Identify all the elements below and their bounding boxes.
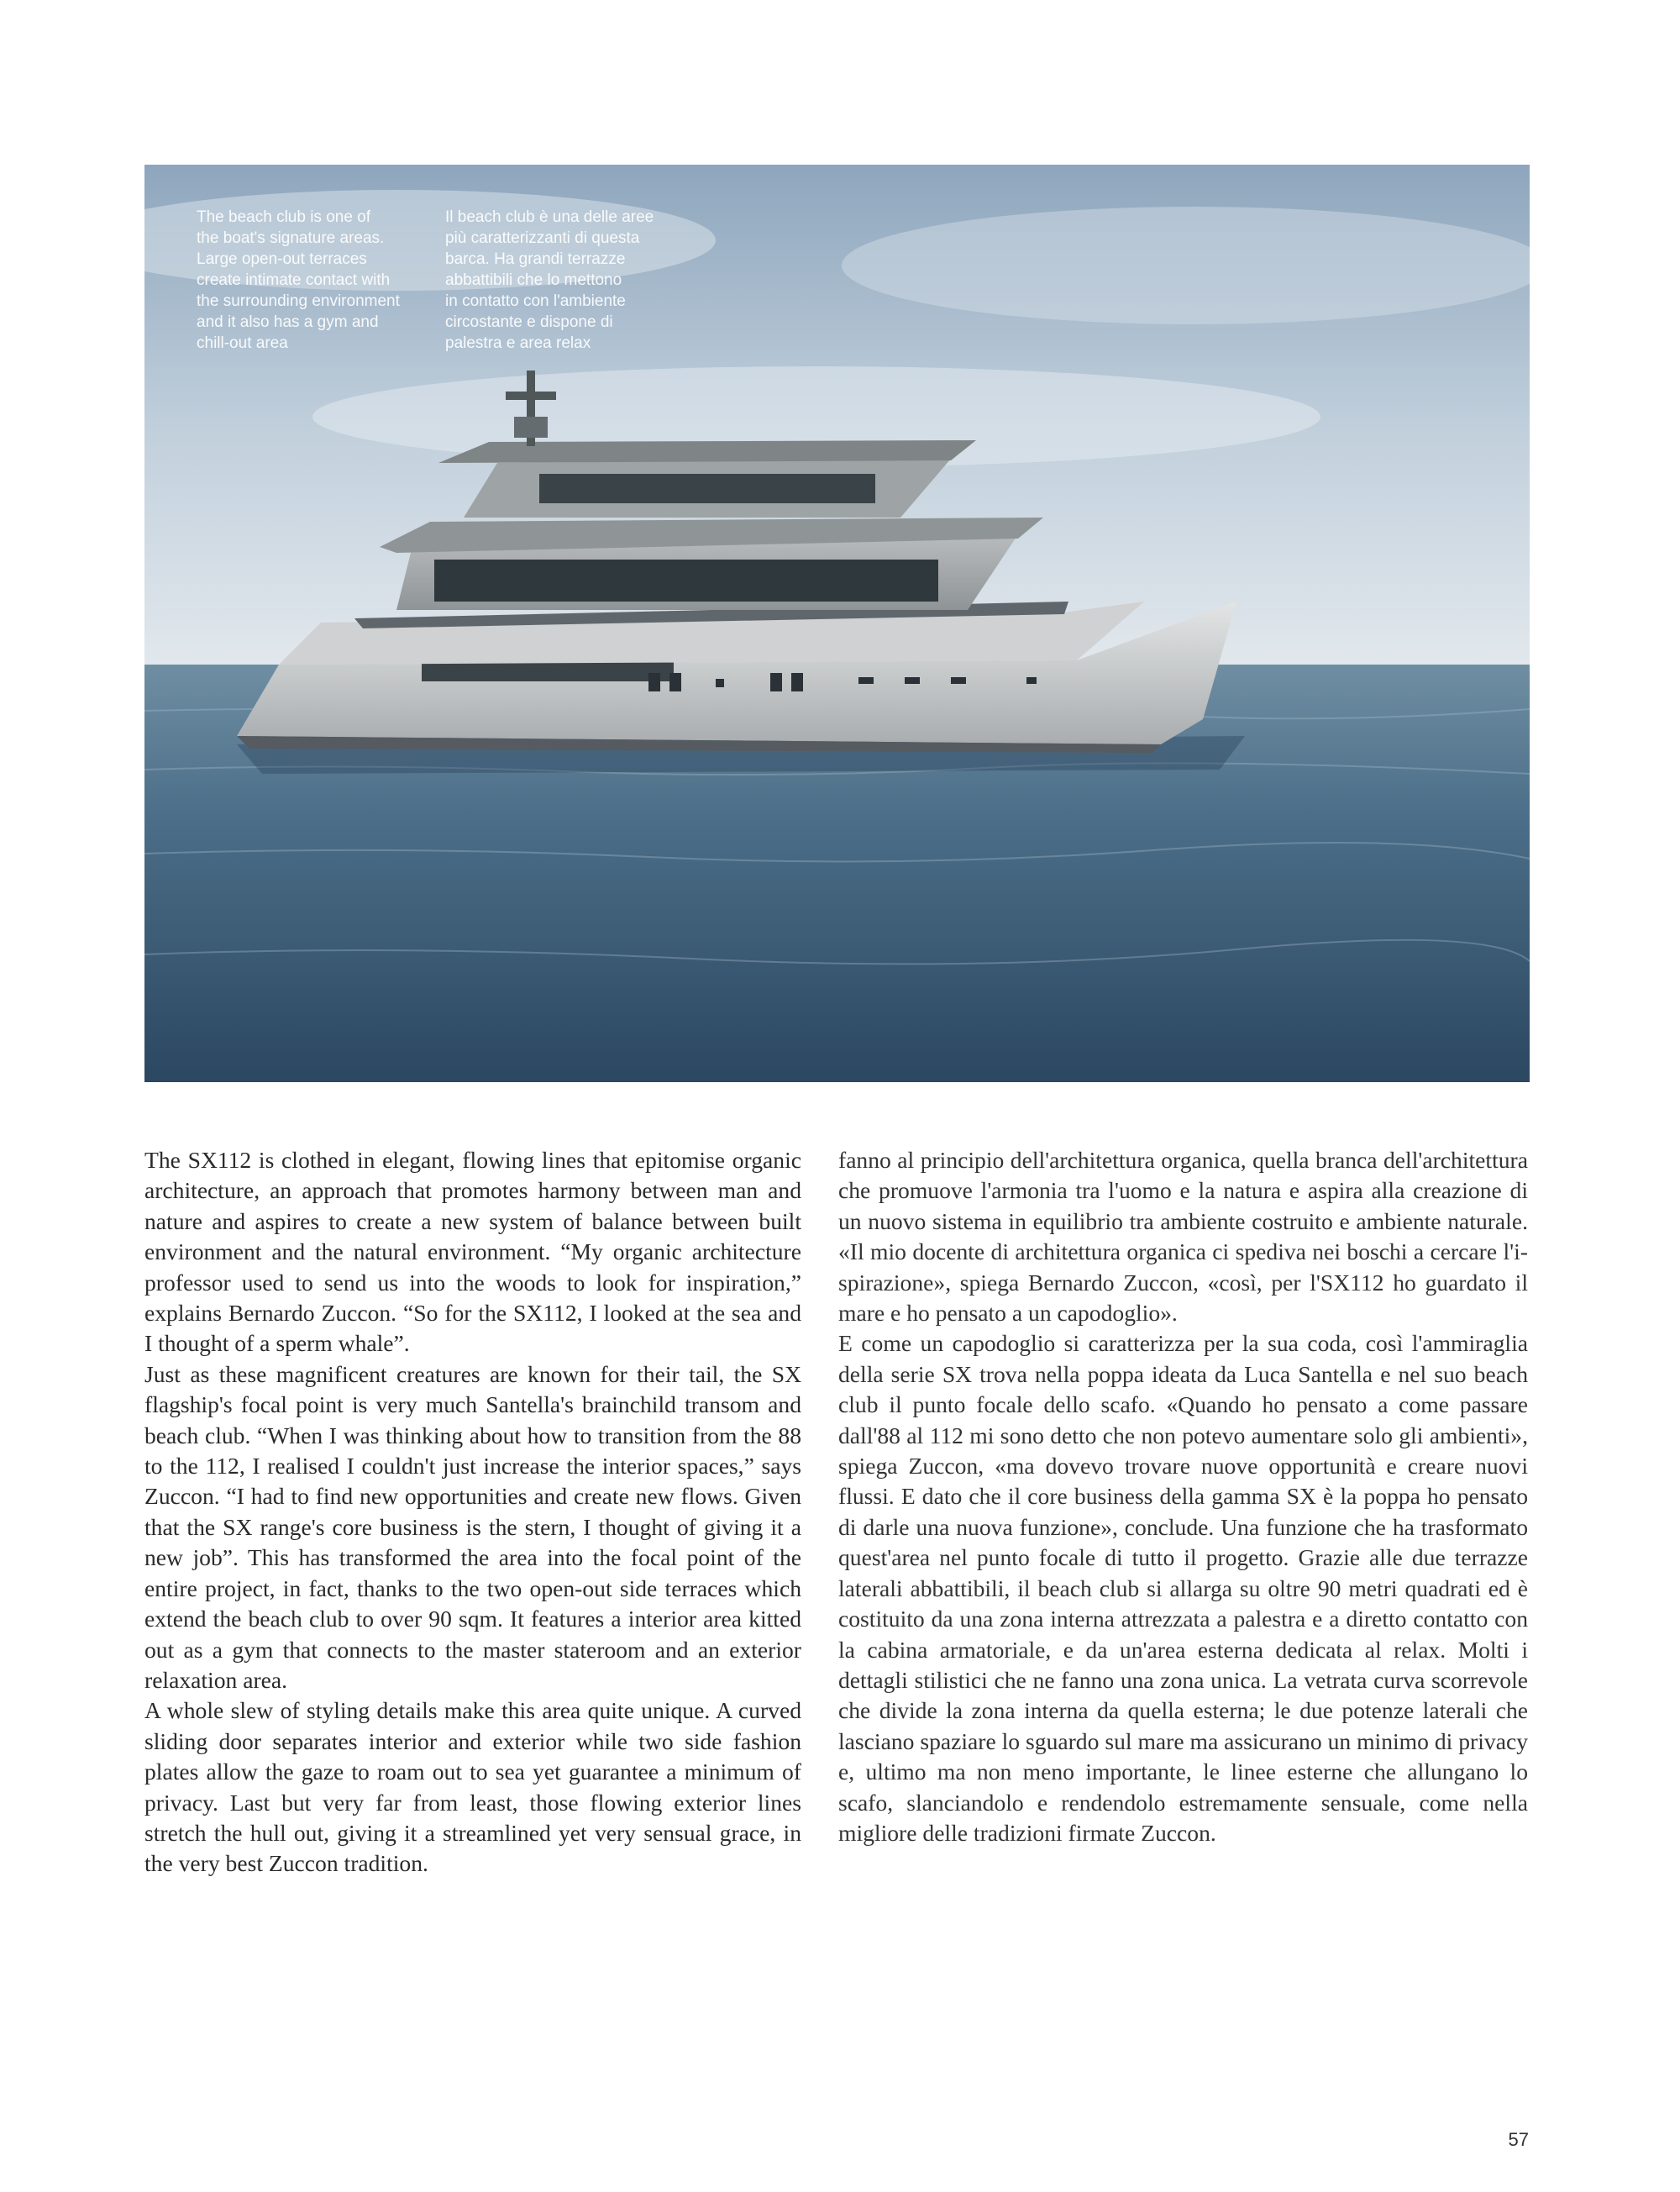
- english-paragraph-1: The SX112 is clothed in elegant, flowing lines that epitomise organic architecture, an approach that promotes harmony between man and nature and aspires to create a new system of balance between built environment and the natural environment. “My organic architecture professor used to send us into the woods to look for inspiration,” explains Bernardo Zuccon. “So for the SX112, I looked at the sea and I thought of a sperm whale”.: [144, 1147, 801, 1357]
- italian-column: [838, 1145, 1528, 1848]
- italian-paragraph-1: fanno al principio dell'architettura organica, quella branca dell'architettura che promuove l'armonia tra l'uomo e la natura e aspira alla creazione di un nuovo sistema in equilibrio tra ambiente costruito e ambiente naturale. «Il mio docente di architettura organica ci spediva nei boschi a cercare l'ispirazione», spiega Bernardo Zuccon, «così, per l'SX112 ho guardato il mare e ho pensato a un capodoglio».: [838, 1147, 1528, 1327]
- english-paragraph-2: Just as these magnificent creatures are known for their tail, the SX flagship's focal point is very much Santella's brainchild transom and beach club. “When I was thinking about how to transition from the 88 to the 112, I realised I couldn't just increase the interior spaces,” says Zuccon. “I had to find new opportunities and create new flows. Given that the SX range's core business is the stern, I thought of giving it a new job”. This has transformed the area into the focal point of the entire project, in fact, thanks to the two open-out side terraces which extend the beach club to over 90 sqm. It features a interior area kitted out as a gym that connects to the master stateroom and an exterior relaxation area.: [144, 1360, 801, 1693]
- italian-paragraph-2: E come un capodoglio si caratterizza per la sua coda, così l'ammiraglia della serie SX trova nella poppa ideata da Luca Santella e nel suo beach club il punto focale dello scafo. «Quando ho pensato a come passare dall'88 al 112 mi sono detto che non potevo aumentare solo gli ambienti», spiega Zuccon, «ma dovevo trovare nuove opportunità e creare nuovi flussi. E dato che il core business della gamma SX è la poppa ho pensato di darle una nuova funzione», conclude. Una funzione che ha trasformato quest'area nel punto focale di tutto il progetto. Grazie alle due terrazze laterali abbattibili, il beach club si allarga su oltre 90 metri quadrati ed è costituito da una zona interna attrezzata a palestra e a diretto contatto con la cabina armatoriale, e da un'area esterna dedicata al relax. Molti i dettagli stilistici che ne fanno una zona unica. La vetrata curva scorrevole che divide la zona interna da quella esterna; le due potenze laterali che lasciano spaziare lo sguardo sul mare ma assicurano un minimo di privacy e, ultimo ma non meno importante, le linee esterne che allungano lo scafo, slanciandolo e rendendolo estremamente sensuale, come nella migliore delle tradizioni firmate Zuccon.: [838, 1330, 1528, 1846]
- caption-english: The beach club is one of the boat's signature areas. Large open-out terraces create intimate contact with the surrounding environment and it also has a gym and chill-out area: [197, 208, 400, 352]
- page-number: 57: [1508, 2129, 1529, 2150]
- yacht-photo: [144, 165, 1530, 1082]
- caption-italian: Il beach club è una delle aree più caratterizzanti di questa barca. Ha grandi terrazze abbattibili che lo mettono in contatto con l'ambiente circostante e dispone di palestra e area relax: [445, 208, 654, 352]
- english-column: [144, 1145, 801, 1879]
- english-paragraph-3: A whole slew of styling details make this area quite unique. A curved sliding door separates interior and exterior while two side fashion plates allow the gaze to roam out to sea yet guarantee a minimum of privacy. Last but very far from least, those flowing exterior lines stretch the hull out, giving it a streamlined yet very sensual grace, in the very best Zuccon tradition.: [144, 1697, 801, 1877]
